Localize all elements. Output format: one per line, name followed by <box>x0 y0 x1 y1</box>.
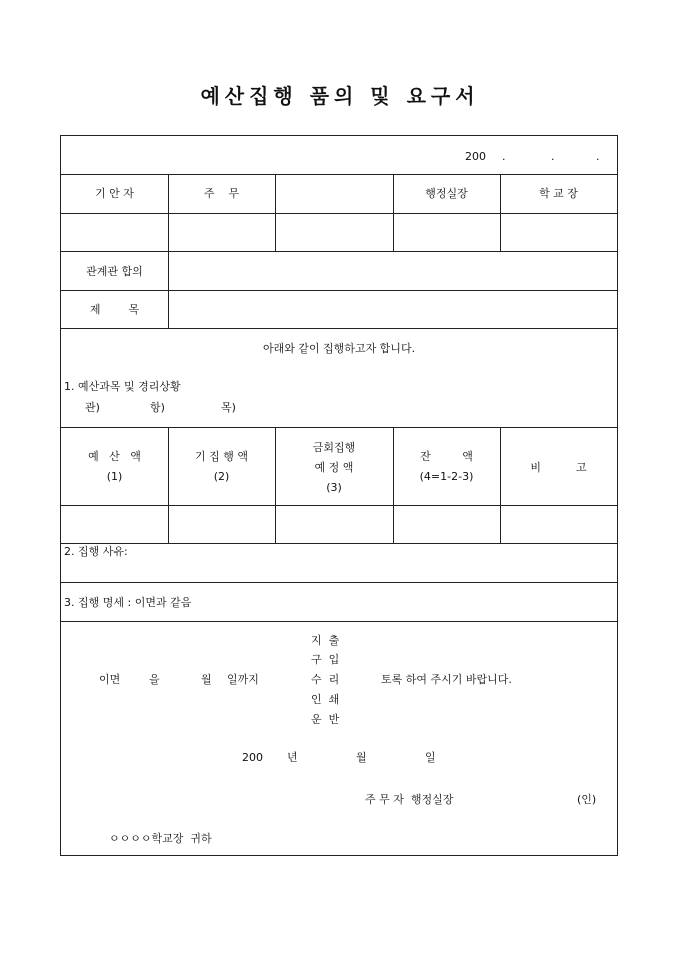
sign-date-year: 200 <box>242 751 263 764</box>
budget-cell-planned[interactable] <box>276 506 393 543</box>
date-dot-2: . <box>551 150 555 163</box>
budget-header-balance-formula: (4=1-2-3) <box>419 470 474 483</box>
rule-detail-bottom <box>61 621 617 622</box>
form-frame <box>60 135 618 856</box>
budget-cell-remarks[interactable] <box>501 506 617 543</box>
request-imyeon: 이면 <box>99 673 121 686</box>
request-option-expend: 지 출 <box>311 634 340 647</box>
budget-cell-executed[interactable] <box>169 506 275 543</box>
sign-date-month-unit: 월 <box>356 751 367 764</box>
addressee: ㅇㅇㅇㅇ학교장 귀하 <box>109 832 212 845</box>
request-suffix: 토록 하여 주시기 바랍니다. <box>381 673 512 686</box>
section1-heading: 1. 예산과목 및 경리상황 <box>64 380 181 393</box>
section2-reason: 2. 집행 사유: <box>64 545 128 558</box>
budget-header-executed: 기 집 행 액 <box>195 450 248 463</box>
request-eul: 을 <box>149 673 160 686</box>
signer-label: 주 무 자 행정실장 <box>365 793 454 806</box>
budget-header-amount: 예 산 액 <box>88 450 141 463</box>
request-option-transport: 운 반 <box>311 713 340 726</box>
date-dot-1: . <box>502 150 506 163</box>
sign-cell-main[interactable] <box>169 214 275 251</box>
request-day: 일까지 <box>227 673 259 686</box>
date-dot-3: . <box>596 150 600 163</box>
section1-mok: 목) <box>221 401 236 414</box>
reason-field[interactable] <box>61 560 617 582</box>
sign-date-day-unit: 일 <box>425 751 436 764</box>
rule-subject-bottom <box>61 328 617 329</box>
consultation-field[interactable] <box>169 252 617 290</box>
approval-header-principal: 학 교 장 <box>539 187 578 200</box>
request-option-print: 인 쇄 <box>311 693 340 706</box>
budget-header-planned-2: 예 정 액 <box>314 461 354 474</box>
subject-field[interactable] <box>169 291 617 328</box>
date-year: 200 <box>465 150 486 163</box>
budget-header-executed-num: (2) <box>213 470 230 483</box>
sign-cell-principal[interactable] <box>501 214 617 251</box>
approval-header-main: 주 무 <box>203 187 240 200</box>
request-option-repair: 수 리 <box>311 673 340 686</box>
signer-seal: (인) <box>577 793 597 806</box>
budget-header-remarks: 비 고 <box>530 461 587 474</box>
approval-header-admin: 행정실장 <box>425 187 468 200</box>
budget-header-planned-1: 금회집행 <box>312 441 356 454</box>
rule-budget-row-bottom <box>61 543 617 544</box>
rule-budget-header-top <box>61 427 617 428</box>
request-month: 월 <box>201 673 212 686</box>
section1-hang: 항) <box>150 401 165 414</box>
sign-cell-drafter[interactable] <box>61 214 168 251</box>
sign-cell-admin[interactable] <box>394 214 500 251</box>
rule-date-bottom <box>61 174 617 175</box>
section3-detail: 3. 집행 명세 : 이면과 같음 <box>64 596 192 609</box>
budget-header-planned-num: (3) <box>326 481 342 494</box>
subject-label: 제 목 <box>89 303 140 316</box>
sign-date-year-unit: 년 <box>287 751 298 764</box>
sign-cell-blank[interactable] <box>276 214 393 251</box>
budget-header-balance: 잔 액 <box>420 450 473 463</box>
intro-text: 아래와 같이 집행하고자 합니다. <box>262 342 416 355</box>
section1-gwan: 관) <box>85 401 100 414</box>
budget-cell-amount[interactable] <box>61 506 168 543</box>
document-title: 예산집행 품의 및 요구서 <box>200 84 480 108</box>
budget-header-amount-num: (1) <box>106 470 123 483</box>
budget-cell-balance[interactable] <box>394 506 500 543</box>
rule-reason-bottom <box>61 582 617 583</box>
request-option-purchase: 구 입 <box>311 653 340 666</box>
consultation-label: 관계관 합의 <box>86 265 143 278</box>
approval-header-drafter: 기 안 자 <box>95 187 134 200</box>
